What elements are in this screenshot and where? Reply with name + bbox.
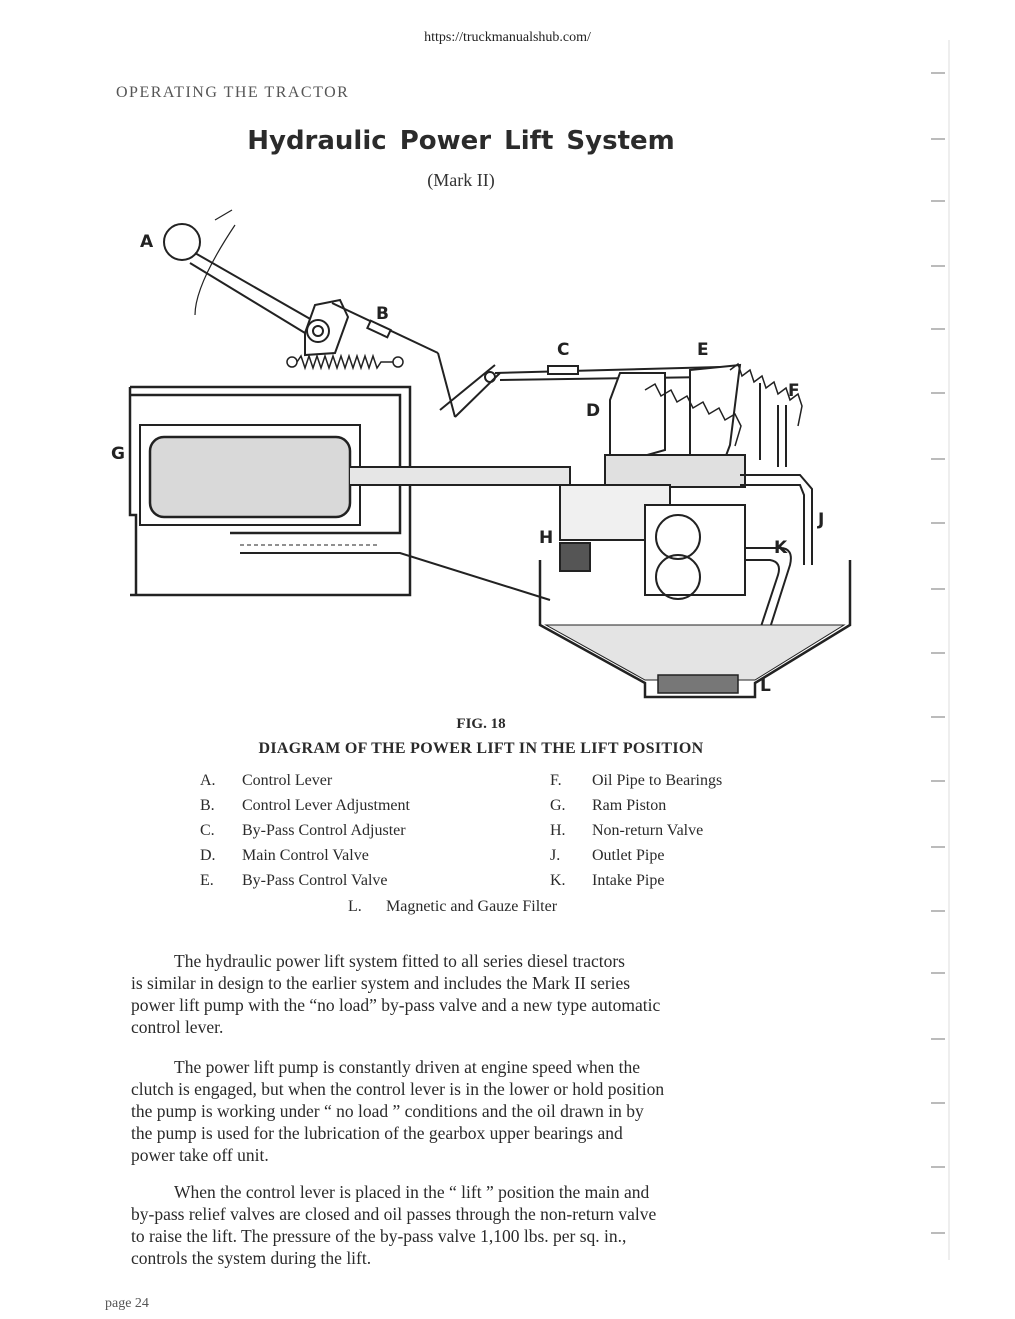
- page-title: Hydraulic Power Lift System: [247, 126, 675, 156]
- margin-mark: [931, 200, 945, 202]
- legend-item: L. Magnetic and Gauze Filter: [348, 898, 558, 915]
- label-d: D: [586, 401, 601, 421]
- margin-mark: [931, 522, 945, 524]
- page-number: page 24: [105, 1296, 149, 1311]
- binding-edge: [948, 40, 950, 1260]
- legend-item: H. Non-return Valve: [550, 822, 704, 839]
- legend-item: K. Intake Pipe: [550, 872, 665, 889]
- margin-mark: [931, 72, 945, 74]
- margin-mark: [931, 972, 945, 974]
- margin-mark: [931, 1038, 945, 1040]
- legend-item: G. Ram Piston: [550, 797, 667, 814]
- paragraph: When the control lever is placed in the “ lift ” position the main and by-pass relief valves are closed and oil passes through the non-return valve to raise the lift. The pressure of the by-pass valve 1,100 lbs. per sq. in., controls the system during the lift.: [131, 1182, 657, 1268]
- margin-mark: [931, 1102, 945, 1104]
- legend-item: C. By-Pass Control Adjuster: [200, 822, 406, 839]
- label-l: L: [760, 676, 771, 696]
- margin-mark: [931, 1232, 945, 1234]
- margin-mark: [931, 910, 945, 912]
- source-url: https://truckmanualshub.com/: [424, 30, 591, 45]
- label-c: C: [557, 340, 570, 360]
- label-e: E: [697, 340, 709, 360]
- lever-spring: [287, 356, 403, 368]
- control-lever: [164, 210, 348, 355]
- margin-mark: [931, 458, 945, 460]
- section-heading: OPERATING THE TRACTOR: [116, 84, 350, 101]
- margin-mark: [931, 588, 945, 590]
- margin-mark: [931, 652, 945, 654]
- legend-item: D. Main Control Valve: [200, 847, 369, 864]
- legend-item: B. Control Lever Adjustment: [200, 797, 410, 814]
- legend-item: F. Oil Pipe to Bearings: [550, 772, 723, 789]
- power-lift-diagram: [100, 205, 825, 715]
- figure-caption: DIAGRAM OF THE POWER LIFT IN THE LIFT POSITION: [258, 740, 704, 757]
- label-f: F: [788, 381, 800, 401]
- margin-mark: [931, 392, 945, 394]
- margin-mark: [931, 1166, 945, 1168]
- ram-piston: [130, 387, 570, 600]
- figure-number: FIG. 18: [456, 716, 506, 732]
- label-b: B: [376, 304, 389, 324]
- page-subtitle: (Mark II): [427, 170, 495, 190]
- label-a: A: [140, 232, 154, 252]
- margin-mark: [931, 846, 945, 848]
- label-h: H: [539, 528, 554, 548]
- paragraph: The hydraulic power lift system fitted to all series diesel tractors is similar in design to the earlier system and includes the Mark II series power lift pump with the “no load” by-pass valve and a new type automatic control lever.: [131, 951, 661, 1037]
- label-g: G: [111, 444, 125, 464]
- legend-item: A. Control Lever: [200, 772, 333, 789]
- label-k: K: [774, 538, 788, 558]
- margin-mark: [931, 780, 945, 782]
- legend-item: E. By-Pass Control Valve: [200, 872, 388, 889]
- margin-mark: [931, 138, 945, 140]
- margin-mark: [931, 328, 945, 330]
- margin-mark: [931, 265, 945, 267]
- paragraph: The power lift pump is constantly driven at engine speed when the clutch is engaged, but when the control lever is in the lower or hold position the pump is working under “ no load ” conditions and the oil drawn in by the pump is used for the lubrication of the gearbox upper bearings and power take off unit.: [131, 1057, 665, 1165]
- legend-item: J. Outlet Pipe: [550, 847, 665, 864]
- label-j: J: [818, 510, 825, 530]
- margin-mark: [931, 716, 945, 718]
